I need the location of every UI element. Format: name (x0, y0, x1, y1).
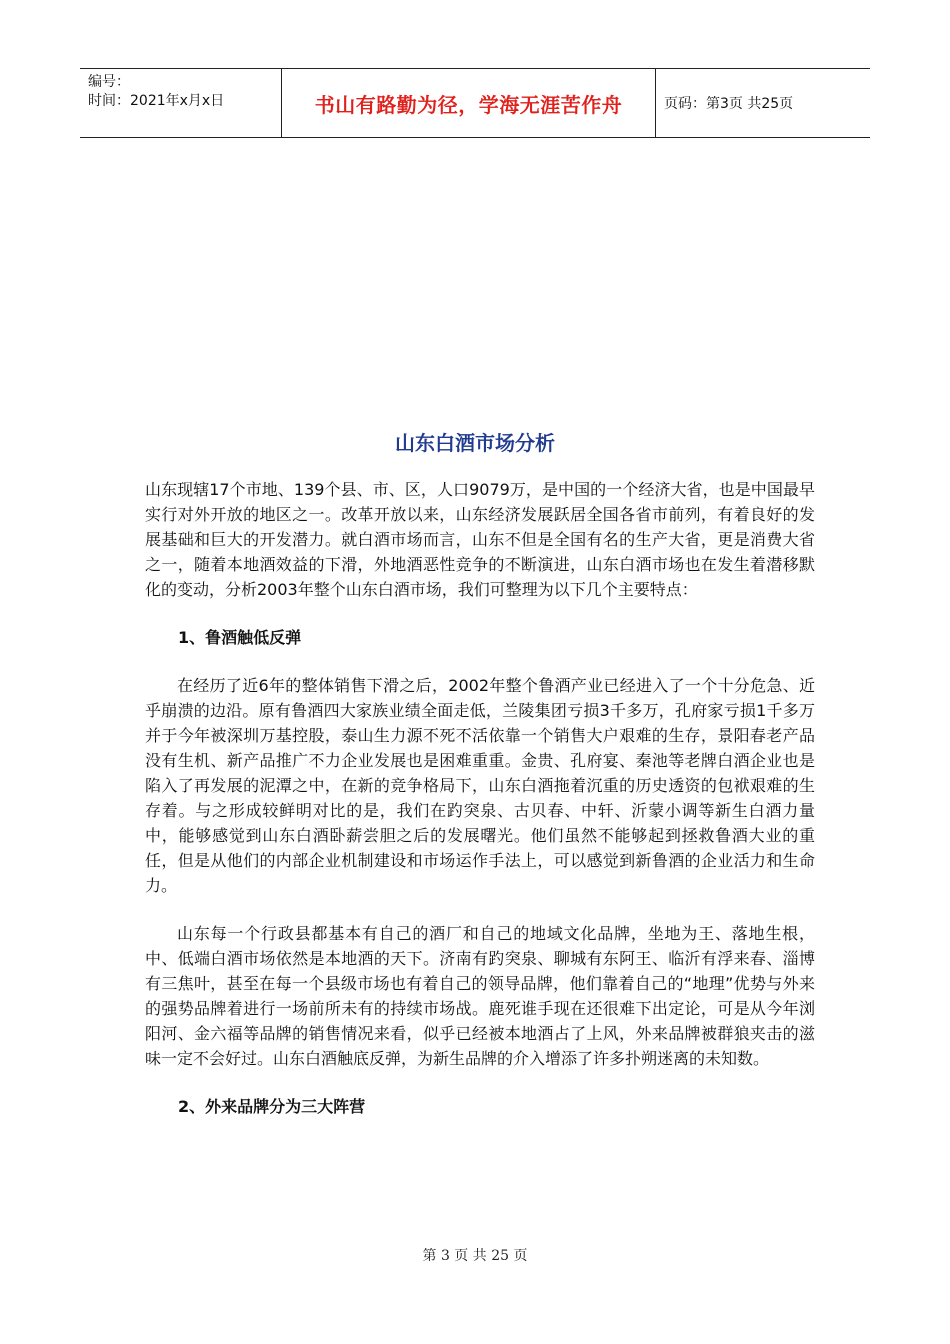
header-page-code: 页码：第3页 共25页 (664, 96, 794, 112)
section-heading-1: 1、鲁酒触低反弹 (178, 628, 302, 647)
page-footer: 第 3 页 共 25 页 (422, 1248, 528, 1264)
section-heading-2: 2、外来品牌分为三大阵营 (178, 1097, 366, 1116)
header-left-cell (80, 69, 282, 137)
document-body (145, 477, 815, 1142)
section-1-paragraph-1: 在经历了近6年的整体销售下滑之后，2002年整个鲁酒产业已经进入了一个十分危急、近乎崩溃的边沿。原有鲁酒四大家族业绩全面走低，兰陵集团亏损3千多万，孔府家亏损1千多万并于今年被深圳万基控股，泰山生力源不死不活依靠一个销售大户艰难的生存，景阳春老产品没有生机、新产品推广不力企业发展也是困难重重。金贵、孔府宴、秦池等老牌白酒企业也是陷入了再发展的泥潭之中，在新的竞争格局下，山东白酒拖着沉重的历史透资的包袱艰难的生存着。与之形成较鲜明对比的是，我们在趵突泉、古贝春、中轩、沂蒙小调等新生白酒力量中，能够感觉到山东白酒卧薪尝胆之后的发展曙光。他们虽然不能够起到拯救鲁酒大业的重任，但是从他们的内部企业机制建设和市场运作手法上，可以感觉到新鲁酒的企业活力和生命力。 (145, 676, 815, 895)
document-title: 山东白酒市场分析 (395, 431, 555, 455)
intro-paragraph: 山东现辖17个市地、139个县、市、区，人口9079万，是中国的一个经济大省，也是中国最早实行对外开放的地区之一。改革开放以来，山东经济发展跃居全国各省市前列，有着良好的发展基础和巨大的开发潜力。就白酒市场而言，山东不但是全国有名的生产大省，更是消费大省之一，随着本地酒效益的下滑，外地酒恶性竞争的不断演进，山东白酒市场也在发生着潜移默化的变动，分析2003年整个山东白酒市场，我们可整理为以下几个主要特点： (145, 480, 815, 599)
header-table (80, 68, 870, 138)
header-motto: 书山有路勤为径，学海无涯苦作舟 (282, 69, 656, 137)
serial-label: 编号： (88, 74, 130, 90)
section-1-paragraph-2: 山东每一个行政县都基本有自己的酒厂和自己的地域文化品牌，坐地为王、落地生根，中、低端白酒市场依然是本地酒的天下。济南有趵突泉、聊城有东阿王、临沂有浮来春、淄博有三焦叶，甚至在每一个县级市场也有着自己的领导品牌，他们靠着自己的“地理”优势与外来的强势品牌着进行一场前所未有的持续市场战。鹿死谁手现在还很难下出定论，可是从今年浏阳河、金六福等品牌的销售情况来看，似乎已经被本地酒占了上风，外来品牌被群狼夹击的滋味一定不会好过。山东白酒触底反弹，为新生品牌的介入增添了许多扑朔迷离的未知数。 (145, 924, 815, 1068)
date-label: 时间：2021年x月x日 (88, 93, 225, 109)
